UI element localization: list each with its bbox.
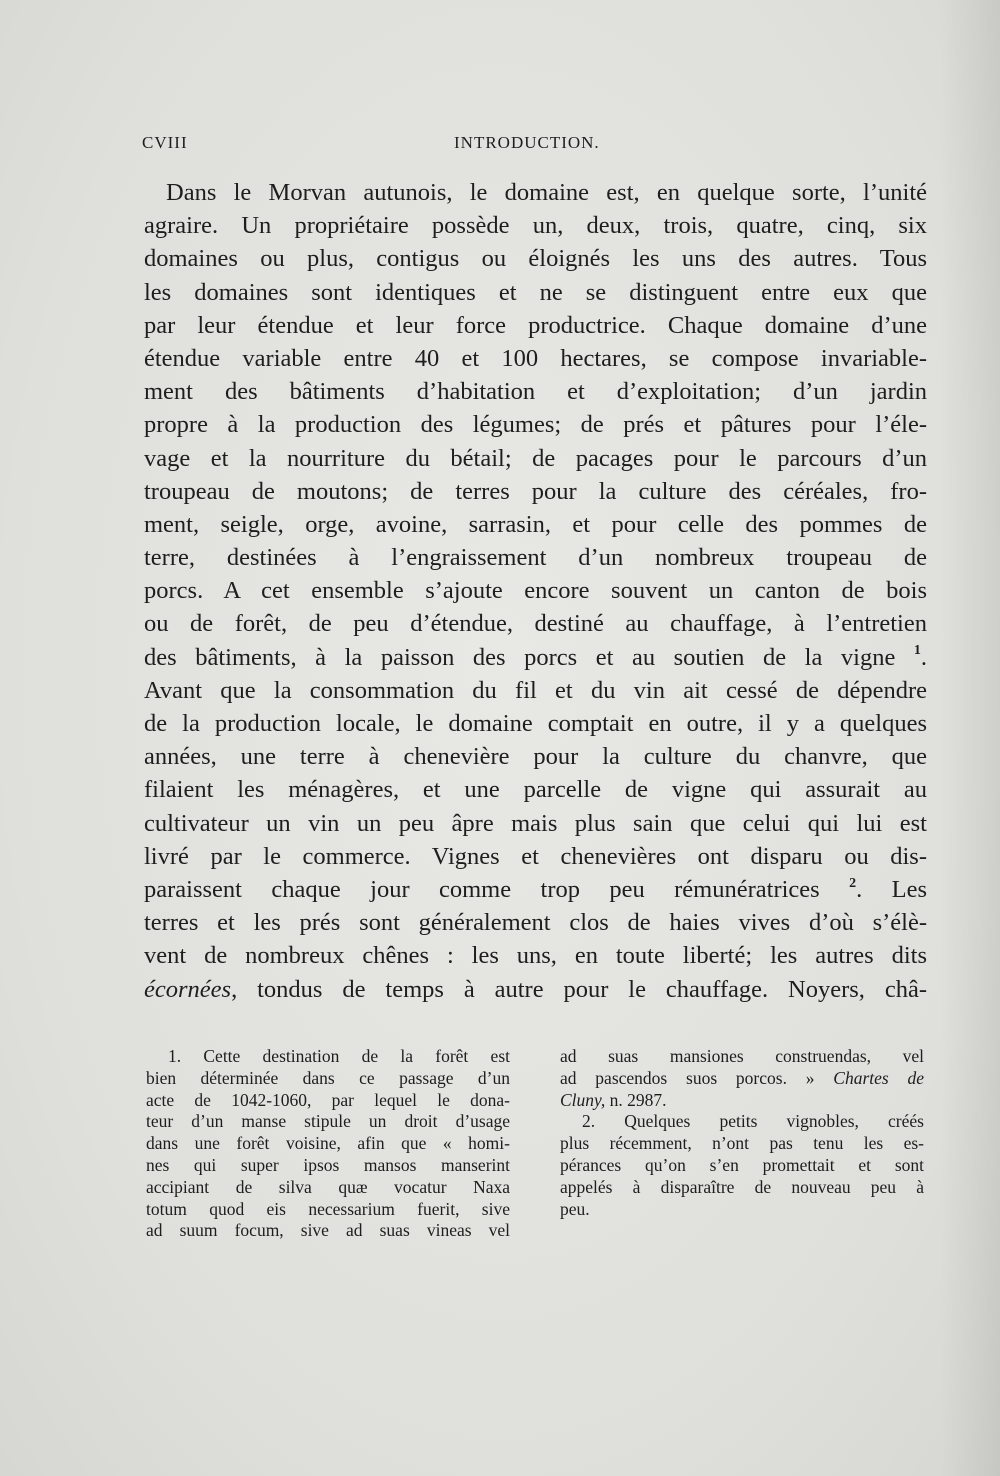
footnote-line: plus récemment, n’ont pas tenu les es-: [560, 1133, 924, 1154]
text-segment: , tondus de temps à autre pour le chauffage. Noyers, châ-: [231, 975, 927, 1003]
text-segment: . Les: [856, 875, 928, 903]
text-line-with-note: [144, 873, 927, 906]
footnote-column-right: [560, 1046, 924, 1220]
text-line: terres et les prés sont généralement clos de haies vives d’où s’élè-: [144, 909, 927, 937]
text-line: livré par le commerce. Vignes et chenevières ont disparu ou dis-: [144, 842, 927, 870]
footnote-line: acte de 1042-1060, par lequel le dona-: [146, 1089, 510, 1110]
footnote-line: teur d’un manse stipule un droit d’usage: [146, 1111, 510, 1132]
text-line-with-note: [144, 641, 927, 674]
footnote-line: ad suum focum, sive ad suas vineas vel: [146, 1220, 510, 1241]
footnote-line: totum quod eis necessarium fuerit, sive: [146, 1198, 510, 1219]
text-line: années, une terre à chenevière pour la culture du chanvre, que: [144, 743, 927, 771]
text-segment: .: [920, 643, 928, 671]
text-line: terre, destinées à l’engraissement d’un nombreux troupeau de: [144, 544, 927, 572]
footnote-column-left: [146, 1046, 510, 1242]
text-line: Avant que la consommation du fil et du vin ait cessé de dépendre: [144, 676, 927, 704]
text-line: cultivateur un vin un peu âpre mais plus sain que celui qui lui est: [144, 809, 927, 837]
text-line: filaient les ménagères, et une parcelle de vigne qui assurait au: [144, 776, 927, 804]
italic-term: écornées: [144, 975, 232, 1003]
text-line: ment, seigle, orge, avoine, sarrasin, et pour celle des pommes de: [144, 510, 927, 538]
text-segment: n. 2987.: [609, 1089, 667, 1110]
text-line-with-italic: [144, 973, 927, 1006]
text-segment: des bâtiments, à la paisson des porcs et au soutien de la vigne: [144, 643, 896, 671]
italic-title: Cluny,: [560, 1089, 606, 1110]
running-title: INTRODUCTION.: [454, 133, 600, 152]
footnote-line-with-italic: [560, 1090, 924, 1112]
footnote-line: accipiant de silva quæ vocatur Naxa: [146, 1176, 510, 1197]
footnote-line: pérances qu’on s’en promettait et sont: [560, 1154, 924, 1175]
footnote-line: nes qui super ipsos mansos manserint: [146, 1154, 510, 1175]
text-line: vage et la nourriture du bétail; de pacages pour le parcours d’un: [144, 444, 927, 472]
footnote-line: dans une forêt voisine, afin que « homi-: [146, 1133, 510, 1154]
text-line: agraire. Un propriétaire possède un, deux, trois, quatre, cinq, six: [144, 212, 927, 240]
footnote-line: appelés à disparaître de nouveau peu à: [560, 1176, 924, 1197]
footnote-ref-2: 2: [849, 875, 857, 891]
footnote-line: 2. Quelques petits vignobles, créés: [582, 1111, 924, 1132]
text-line: ment des bâtiments d’habitation et d’exploitation; d’un jardin: [144, 378, 927, 406]
footnote-line: peu.: [560, 1198, 590, 1219]
text-line: de la production locale, le domaine comptait en outre, il y a quelques: [144, 710, 927, 737]
text-line: vent de nombreux chênes : les uns, en toute liberté; les autres dits: [144, 942, 927, 970]
footnote-line: bien déterminée dans ce passage d’un: [146, 1067, 510, 1088]
text-line: Dans le Morvan autunois, le domaine est, en quelque sorte, l’unité: [166, 179, 927, 206]
text-line: domaines ou plus, contigus ou éloignés les uns des autres. Tous: [144, 245, 927, 273]
text-line: propre à la production des légumes; de prés et pâtures pour l’éle-: [144, 411, 927, 439]
running-head: [142, 133, 932, 157]
body-paragraph: [144, 176, 927, 1006]
text-line: porcs. A cet ensemble s’ajoute encore souvent un canton de bois: [144, 577, 927, 605]
footnote-line: ad suas mansiones construendas, vel: [560, 1046, 924, 1066]
text-line: ou de forêt, de peu d’étendue, destiné au chauffage, à l’entretien: [144, 610, 927, 638]
page-edge-shadow: [940, 0, 1000, 1476]
footnote-ref-1: 1: [913, 643, 921, 659]
page-folio: CVIII: [142, 133, 188, 152]
text-line: les domaines sont identiques et ne se distinguent entre eux que: [144, 278, 927, 306]
footnote-line: 1. Cette destination de la forêt est: [168, 1046, 510, 1066]
text-line: par leur étendue et leur force productrice. Chaque domaine d’une: [144, 311, 927, 339]
footnote-line-with-italic: [560, 1068, 924, 1090]
text-segment: paraissent chaque jour comme trop peu rémunératrices: [144, 875, 820, 903]
italic-title: Chartes de: [833, 1067, 925, 1088]
text-line: étendue variable entre 40 et 100 hectares, se compose invariable-: [144, 344, 927, 372]
text-segment: ad pascendos suos porcos. »: [560, 1067, 815, 1088]
text-line: troupeau de moutons; de terres pour la culture des céréales, fro-: [144, 477, 927, 505]
